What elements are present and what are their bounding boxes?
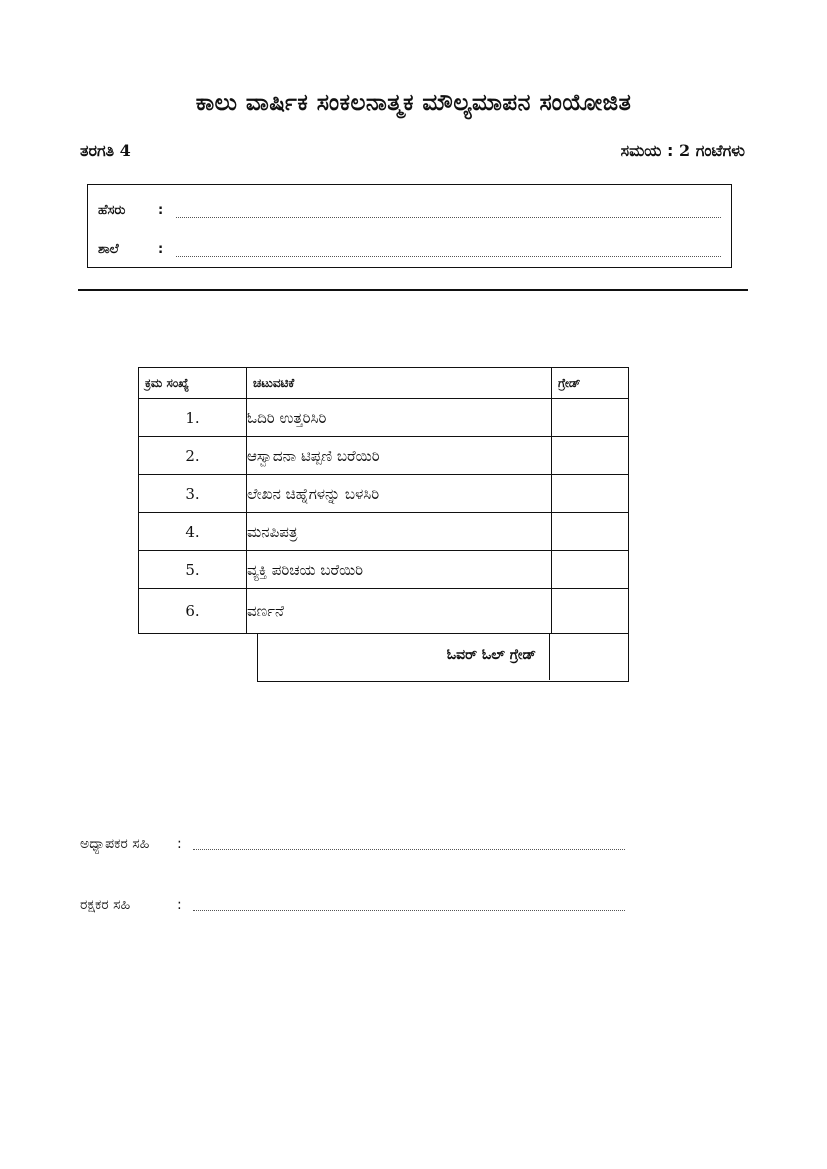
row-activity: ಓದಿರಿ ಉತ್ತರಿಸಿರಿ: [247, 399, 552, 437]
table-row: [139, 399, 629, 437]
overall-grade-cell[interactable]: [549, 633, 628, 680]
row-activity: ಮನಪಿಪತ್ರ: [247, 513, 552, 551]
table-row: [139, 513, 629, 551]
time-label: ಸಮಯ :: [620, 141, 674, 160]
table-row: [139, 437, 629, 475]
class-value: 4: [119, 141, 131, 160]
row-number: 2.: [139, 437, 247, 475]
school-field[interactable]: [176, 256, 721, 257]
row-activity: ಆಸ್ವಾದನಾ ಟಿಪ್ಪಣಿ ಬರೆಯಿರಿ: [247, 437, 552, 475]
table-row: [139, 589, 629, 634]
grade-table: [138, 367, 629, 634]
time-value: 2: [678, 141, 691, 160]
overall-grade-row: [257, 633, 629, 682]
overall-grade-label: ಓವರ್ ಓಲ್ ಗ್ರೇಡ್: [446, 647, 536, 663]
class-info: [80, 141, 131, 161]
guardian-signature-field[interactable]: [193, 910, 625, 911]
name-colon: :: [158, 203, 164, 218]
row-number: 5.: [139, 551, 247, 589]
table-row: [139, 475, 629, 513]
row-number: 1.: [139, 399, 247, 437]
table-header-row: [139, 368, 629, 399]
header-serial: ಕ್ರಮ ಸಂಖ್ಯೆ: [139, 368, 247, 399]
row-activity: ವರ್ಣನೆ: [247, 589, 552, 634]
class-label: ತರಗತಿ: [80, 141, 115, 160]
school-row: [98, 242, 721, 262]
page-title: ಕಾಲು ವಾರ್ಷಿಕ ಸಂಕಲನಾತ್ಮಕ ಮೌಲ್ಯಮಾಪನ ಸಂಯೋಜಿತ: [195, 90, 632, 116]
row-grade-cell[interactable]: [552, 437, 629, 475]
row-activity: ವ್ಯಕ್ತಿ ಪರಿಚಯ ಬರೆಯಿರಿ: [247, 551, 552, 589]
name-row: [98, 203, 721, 223]
time-info: [621, 141, 745, 161]
name-label: ಹೆಸರು: [98, 203, 126, 218]
row-number: 3.: [139, 475, 247, 513]
school-label: ಶಾಲೆ: [98, 242, 119, 257]
row-grade-cell[interactable]: [552, 513, 629, 551]
header-activity: ಚಟುವಟಿಕೆ: [247, 368, 552, 399]
student-info-box: [87, 184, 732, 268]
header-grade: ಗ್ರೇಡ್: [552, 368, 629, 399]
time-unit: ಗಂಟೆಗಳು: [695, 141, 745, 160]
row-grade-cell[interactable]: [552, 399, 629, 437]
horizontal-divider: [78, 289, 748, 291]
name-field[interactable]: [176, 217, 721, 218]
table-row: [139, 551, 629, 589]
teacher-signature-field[interactable]: [193, 849, 625, 850]
row-activity: ಲೇಖನ ಚಿಹ್ನೆಗಳನ್ನು ಬಳಸಿರಿ: [247, 475, 552, 513]
teacher-signature-label: ಅಧ್ಯಾಪಕರ ಸಹಿ: [80, 836, 150, 852]
row-number: 4.: [139, 513, 247, 551]
teacher-signature-row: [80, 836, 625, 856]
guardian-signature-row: [80, 897, 625, 917]
school-colon: :: [158, 242, 164, 257]
teacher-signature-colon: :: [177, 836, 182, 852]
row-grade-cell[interactable]: [552, 589, 629, 634]
row-number: 6.: [139, 589, 247, 634]
guardian-signature-label: ರಕ್ಷಕರ ಸಹಿ: [80, 897, 131, 913]
guardian-signature-colon: :: [177, 897, 182, 913]
row-grade-cell[interactable]: [552, 475, 629, 513]
row-grade-cell[interactable]: [552, 551, 629, 589]
